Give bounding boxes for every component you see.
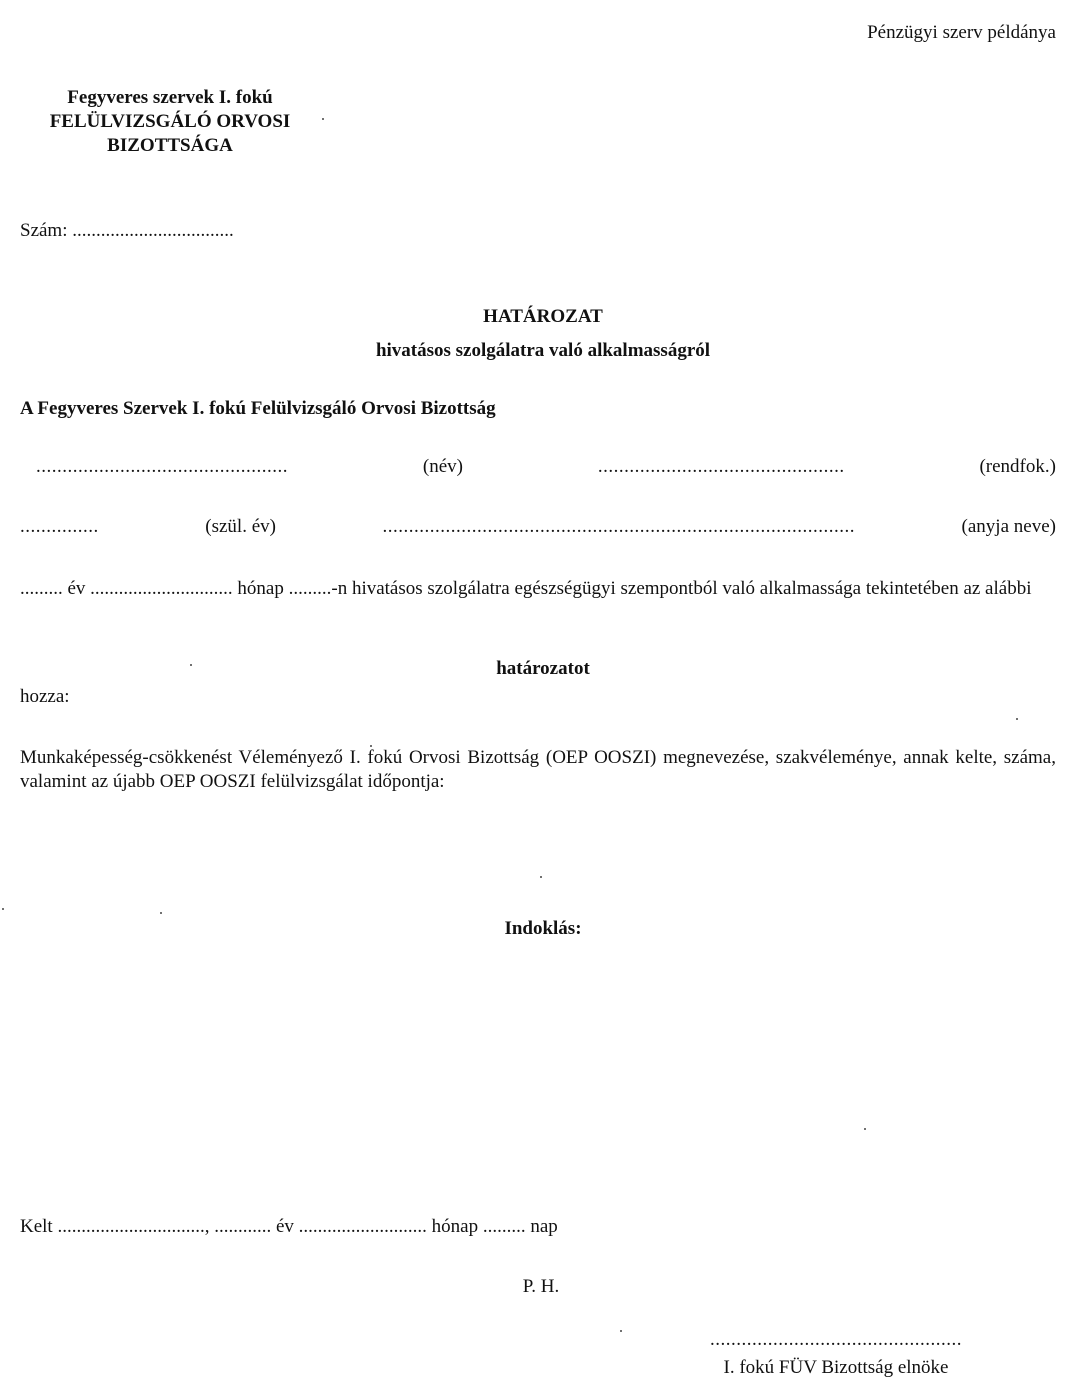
committee-name: A Fegyveres Szervek I. fokú Felülvizsgáló Orvosi Bizottság <box>20 398 496 419</box>
name-dots: ................................................ <box>36 456 288 477</box>
scan-speck <box>1016 718 1018 720</box>
document-title: HATÁROZAT <box>483 306 603 327</box>
mother-name-dots: .......................................................................................... <box>382 516 856 537</box>
issuer-block <box>20 86 320 158</box>
birth-year-dots: ............... <box>20 516 99 537</box>
rank-dots: ............................................... <box>597 456 845 477</box>
scan-speck <box>160 912 162 914</box>
scan-speck <box>540 876 542 878</box>
decision-word: határozatot <box>496 658 590 679</box>
scan-speck <box>864 1128 866 1130</box>
birth-year-label: (szül. év) <box>205 516 276 537</box>
scan-speck <box>322 118 324 120</box>
scan-speck <box>620 1330 622 1332</box>
scan-speck <box>190 664 192 666</box>
copy-label: Pénzügyi szerv példánya <box>867 22 1056 43</box>
issuer-line-1: Fegyveres szervek I. fokú <box>67 87 273 108</box>
number-line: Szám: .................................. <box>20 220 234 241</box>
scan-speck <box>2 908 4 910</box>
issuer-line-3: BIZOTTSÁGA <box>107 135 233 156</box>
name-rank-row <box>36 456 1056 478</box>
signature-dots: ................................................ <box>710 1329 962 1350</box>
mother-name-label: (anyja neve) <box>961 516 1056 537</box>
birth-mother-row <box>20 516 1056 538</box>
oep-paragraph: Munkaképesség-csökkenést Véleményező I. fokú Orvosi Bizottság (OEP OOSZI) megnevezése, szakvéleménye, annak kelte, száma, valamint az újabb OEP OOSZI felülvizsgálat időpontja: <box>20 747 1056 792</box>
rank-label: (rendfok.) <box>979 456 1056 477</box>
signature-caption: I. fokú FÜV Bizottság elnöke <box>723 1357 949 1378</box>
dated-line: Kelt ..............................., ............ év ........................... hónap ......... nap <box>20 1216 558 1237</box>
stamp-mark: P. H. <box>522 1276 560 1297</box>
scan-speck <box>370 745 372 747</box>
document-subtitle: hivatásos szolgálatra való alkalmasságról <box>375 340 711 361</box>
brings-word: hozza: <box>20 686 70 707</box>
name-label: (név) <box>422 456 463 477</box>
signature-block <box>676 1326 996 1382</box>
date-paragraph: ......... év .............................. hónap .........-n hivatásos szolgálatra egészségügyi szempontból való alkalmassága tekintetében az alábbi <box>20 578 1032 599</box>
justification-heading: Indoklás: <box>504 918 582 939</box>
issuer-line-2: FELÜLVIZSGÁLÓ ORVOSI <box>49 111 291 132</box>
